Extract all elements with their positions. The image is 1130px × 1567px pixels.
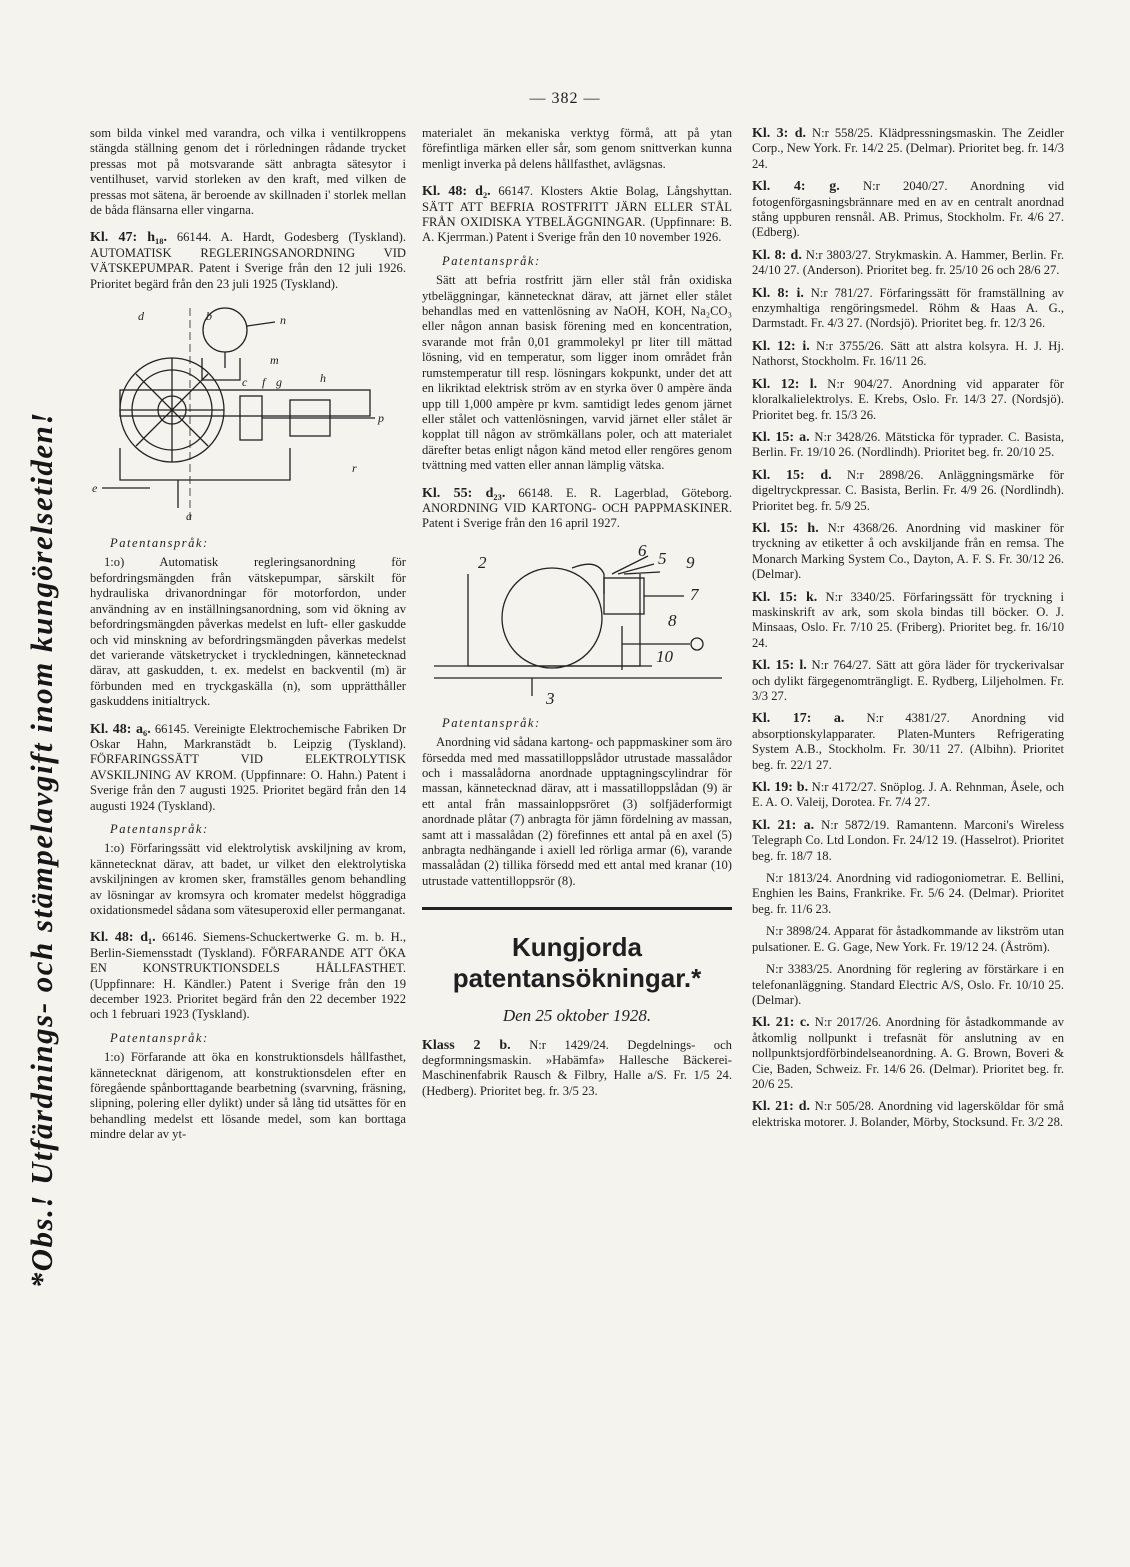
entry-class: Kl. 15: d. bbox=[752, 467, 832, 483]
entry-text: 66146. Siemens-Schuckertwerke G. m. b. H., Berlin-Siemensstadt (Tyskland). FÖRFARANDE ATT ÖKA EN KONSTRUKTIONSDELS HÅLLFASTHET. (Uppfinnare: H. Kändler.) Patent i Sverige från den 19 december 1923. Prioritet begärd från den 22 december 1922 och 1 februari 1923 (Tyskland). bbox=[90, 930, 406, 1022]
entry-class: Kl. 55: d₂₃. bbox=[422, 485, 506, 501]
entry-class: Klass 2 b. bbox=[422, 1037, 511, 1053]
entry-text: N:r 3340/25. Förfaringssätt för tryckning i maskinskrift av ark, som skola bindas till böcker. O. J. Minsaas, Oslo. Fr. 7/10 25. (Friberg). Prioritet beg. fr. 16/10 24. bbox=[752, 589, 1064, 650]
claims-label: Patentanspråk: bbox=[110, 1030, 209, 1045]
entry-text: N:r 3898/24. Apparat för åstadkommande av likström utan pulsationer. E. G. Gage, New York. Fr. 19/12 24. (Åström). bbox=[752, 924, 1064, 954]
patent-entry bbox=[90, 930, 406, 1022]
application-entry bbox=[752, 590, 1064, 652]
application-entry bbox=[752, 126, 1064, 172]
figure-label: c bbox=[242, 375, 248, 390]
entry-class: Kl. 21: c. bbox=[752, 1015, 810, 1031]
patent-entry bbox=[90, 230, 406, 292]
patent-entry bbox=[90, 722, 406, 814]
entry-class: Kl. 15: k. bbox=[752, 589, 818, 605]
application-entry bbox=[752, 339, 1064, 370]
application-entry bbox=[422, 1038, 732, 1100]
claim-text: 1:o) Automatisk regleringsanordning för befordringsmängden från vätskepumpar, särskilt för hydrauliska drivanordningar för motorfordon, under användning av en inställningsanordning, som vid ökning av befordringsmängden påverkas medelst en luft- eller gaskudde och vid minskning av befordringsmängden påverkas medelst det varierande vätsketrycket i tryckledningen, kännetecknad därav, att gaskudden, t. ex. medelst en backventil (m) är förbunden med en tryckgaskälla (n), som upprätthåller gaskuddens initialtryck. bbox=[90, 555, 406, 709]
claim-text: 1:o) Förfarande att öka en konstruktionsdels hållfasthet, kännetecknat därigenom, att konstruktionsdelen efter en föregående spånborttagande bearbetning (svarvning, fräsning, slipning, polering eller dylikt) under så lång tid utsättes för en behandling medelst ett lösande medel, som kan borttaga mindre delar av yt- bbox=[90, 1050, 406, 1142]
figure-label: r bbox=[352, 461, 357, 476]
figure-pump-regulator bbox=[90, 298, 406, 528]
entry-class: Kl. 17: a. bbox=[752, 711, 845, 727]
claims-label: Patentanspråk: bbox=[110, 536, 209, 551]
figure-label: 7 bbox=[690, 584, 699, 604]
patent-entry bbox=[422, 184, 732, 246]
entry-text: N:r 781/27. Förfaringssätt för framställning av enzymhaltiga rengöringsmedel. Röhm & Haas A. G., Darmstadt. Fr. 4/3 27. (Nordsjö). Prioritet beg. fr. 12/3 26. bbox=[752, 285, 1064, 331]
claims-label: Patentanspråk: bbox=[110, 821, 209, 836]
column-1 bbox=[90, 126, 406, 1149]
paragraph: som bilda vinkel med varandra, och vilka i ventilkroppens stängda ställning genom det i rörledningen rådande trycket pressas mot på motsvarande sätt anbragta sätesytor i ventilhuset, varvid storleken av den kraft, med vilken de pressas mot sätena, är beroende av skillnaden i' storlek mellan de båda flänsarna eller vingarna. bbox=[90, 126, 406, 218]
entry-text: N:r 4368/26. Anordning vid maskiner för tryckning av etiketter å och avskiljande från en remsa. The Monarch Marking System Co., Dayton, A. F. S. Fr. 30/12 26. (Delmar). bbox=[752, 520, 1065, 582]
figure-label: 6 bbox=[638, 540, 647, 560]
application-entry bbox=[752, 377, 1064, 423]
entry-text: N:r 1813/24. Anordning vid radiogoniometrar. E. Bellini, Enghien les Bains, Frankrike. Fr. 5/6 24. (Delmar). Prioritet beg. fr. 11/6 23. bbox=[752, 871, 1064, 916]
application-entry bbox=[752, 780, 1064, 811]
claims-label: Patentanspråk: bbox=[442, 715, 541, 730]
entry-text: N:r 2017/26. Anordning för åstadkommande av åtkomlig nollpunkt i trefasnät för anslutning av en nollpunktsjordförbindelseanordning. A. G. Brown, Boveri & Cie, Baden, Schweiz. Fr. 14/6 26. (Delmar). Prioritet beg. fr. 20/6 25. bbox=[752, 1015, 1065, 1091]
entry-class: Kl. 8: d. bbox=[752, 247, 802, 263]
application-entry bbox=[752, 286, 1064, 332]
entry-text: N:r 4172/27. Snöplog. J. A. Rehnman, Åsele, och E. A. O. Valeij, Dorotea. Fr. 7/4 27. bbox=[752, 780, 1064, 810]
entry-class: Kl. 15: l. bbox=[752, 658, 807, 674]
section-divider bbox=[422, 907, 732, 910]
figure-label: 10 bbox=[656, 646, 673, 666]
claims-label: Patentanspråk: bbox=[442, 253, 541, 268]
figure-label: a bbox=[186, 509, 192, 524]
application-entry bbox=[752, 818, 1064, 864]
figure-label: f bbox=[262, 375, 266, 390]
application-entry bbox=[752, 248, 1064, 279]
claim-text: Anordning vid sådana kartong- och pappmaskiner som äro försedda med med massatilloppslådor utrustade massalådor och i massalådorna anordnade upptagningscylindrar för massan, kännetecknad därav, att i massatilloppslådan (9) är ett antal från massainloppsröret (3) solfjäderformigt anordnade plåtar (7) anbragta för jämn fördelning av massan, samt att i massalådan (2) förefinnes ett antal på en axel (5) anbragta nedhängande i axiell led rörliga armar (6), varande massalådan (2) tillika försedd med ett antal med kranar (10) utrustade vattentilloppsrör (8). bbox=[422, 735, 732, 888]
claim-text: 1:o) Förfaringssätt vid elektrolytisk avskiljning av krom, kännetecknat därav, att badet, ur vilket den elektrolytiska avskiljningen av kromen sker, framställes genom behandling av lösningar av kromsyra och kromater medelst höggradiga oxidationsmedel sådana som vätesuperoxid eller permanganat. bbox=[90, 841, 406, 917]
entry-text: N:r 3755/26. Sätt att alstra kolsyra. H. J. Hj. Nathorst, Stockholm. Fr. 16/11 26. bbox=[752, 338, 1064, 369]
application-entry bbox=[752, 924, 1064, 955]
entry-text: N:r 3428/26. Mätsticka för typrader. C. Basista, Berlin. Fr. 19/10 26. (Nordlindh). Prioritet beg. fr. 20/10 25. bbox=[752, 429, 1064, 460]
figure-label: 8 bbox=[668, 610, 677, 630]
entry-text: N:r 1429/24. Degdelnings- och degformningsmaskin. »Habämfa» Hallesche Bäckerei-Maschinenfabrik Rausch & Filbry, Halle a/S. Fr. 1/5 24. (Hedberg). Prioritet beg. fr. 3/5 23. bbox=[422, 1037, 732, 1098]
figure-label: e bbox=[92, 481, 98, 496]
application-entry bbox=[752, 871, 1064, 917]
figure-label: g bbox=[276, 375, 282, 390]
entry-class: Kl. 21: d. bbox=[752, 1099, 811, 1115]
entry-text: N:r 505/28. Anordning vid lagersköldar för små elektriska motorer. J. Bolander, Mörby, Stocksund. Fr. 3/2 28. bbox=[752, 1099, 1065, 1129]
entry-text: N:r 3383/25. Anordning för reglering av förstärkare i en telefonanläggning. Standard Electric A/S, Oslo. Fr. 10/10 25. (Delmar). bbox=[752, 962, 1064, 1007]
entry-class: Kl. 19: b. bbox=[752, 780, 809, 796]
entry-class: Kl. 3: d. bbox=[752, 126, 806, 141]
figure-cardboard-machine bbox=[422, 538, 732, 708]
figure-label: p bbox=[378, 411, 384, 426]
application-entry bbox=[752, 962, 1064, 1008]
entry-class: Kl. 21: a. bbox=[752, 817, 815, 833]
figure-label: h bbox=[320, 371, 326, 386]
application-entry bbox=[752, 468, 1064, 514]
application-entry bbox=[752, 658, 1064, 704]
entry-class: Kl. 12: l. bbox=[752, 376, 818, 392]
entry-text: N:r 558/25. Klädpressningsmaskin. The Zeidler Corp., New York. Fr. 14/2 25. (Delmar). Prioritet beg. fr. 14/3 24. bbox=[752, 126, 1064, 171]
paragraph: materialet än mekaniska verktyg förmå, att på ytan förefintliga märken eller sår, som genom snittverkan kunna menligt inverka på delens hållfasthet, avlägsnas. bbox=[422, 126, 732, 171]
figure-label: 2 bbox=[478, 552, 487, 572]
entry-text: N:r 2040/27. Anordning vid fotogenförgasningsbrännare med en av en centralt anordnad stång uppburen rensnål. AB. Primus, Stockholm. Fr. 4/6 27. (Edberg). bbox=[752, 179, 1064, 240]
entry-class: Kl. 15: h. bbox=[752, 520, 819, 536]
entry-class: Kl. 47: h₁₈. bbox=[90, 230, 167, 246]
entry-text: N:r 904/27. Anordning vid apparater för kloralkalielektrolys. E. Krebs, Oslo. Fr. 14/3 27. (Nordsjö). Prioritet beg. fr. 15/3 26. bbox=[752, 376, 1064, 422]
application-entry bbox=[752, 521, 1064, 583]
claim-text: Sätt att befria rostfritt järn eller stål från oxidiska ytbeläggningar, kännetecknat därav, att järnet eller stålet behandlas med en vattenlösning av NaOH, KOH, Na₂CO₃ eller någon annan basisk förening med en koncentration, svarande mot från 0,01 grammolekyl pr liter till mättad lösning, vid en temperatur, som ligger inom området från rumstemperatur till resp. lösningars kokpunkt, under det att en likriktad elektrisk ström av en styrka över 0 ampère ända upp till 1,000 ampère pr kvm. samtidigt ledes genom järnet eller stålet och vattenlösningen, varvid järnet eller stålet är kopplat till någon av strömkällans poler, och att materialet därefter betas enligt någon känd metod eller rengöres genom tvättning med vatten eller annan lämplig vätska. bbox=[422, 273, 732, 473]
application-entry bbox=[752, 179, 1064, 241]
application-entry bbox=[752, 711, 1064, 773]
figure-label: 9 bbox=[686, 552, 695, 572]
column-3 bbox=[752, 126, 1064, 1137]
column-2 bbox=[422, 126, 732, 1105]
section-date: Den 25 oktober 1928. bbox=[502, 1006, 652, 1026]
side-banner bbox=[8, 290, 76, 1410]
figure-label: m bbox=[270, 353, 279, 368]
section-title: Kungjorda patentansökningar.* bbox=[452, 932, 702, 994]
entry-class: Kl. 12: i. bbox=[752, 338, 810, 354]
entry-class: Kl. 48: d₂. bbox=[422, 184, 491, 200]
entry-class: Kl. 15: a. bbox=[752, 429, 810, 445]
application-entry bbox=[752, 1015, 1064, 1092]
figure-label: n bbox=[280, 313, 286, 328]
entry-class: Kl. 8: i. bbox=[752, 285, 804, 301]
entry-text: N:r 764/27. Sätt att göra läder för tryckerivalsar och dylikt färgegenomträngligt. E. Rydberg, Liljeholmen. Fr. 3/3 27. bbox=[752, 658, 1064, 703]
entry-text: 66148. E. R. Lagerblad, Göteborg. ANORDNING VID KARTONG- OCH PAPPMASKINER. Patent i Sverige från den 16 april 1927. bbox=[422, 485, 733, 531]
entry-text: 66144. A. Hardt, Godesberg (Tyskland). AUTOMATISK REGLERINGSANORDNING VID VÄTSKEPUMPAR. Patent i Sverige från den 12 juli 1926. Prioritet begärd från den 23 juli 1925 (Tyskland). bbox=[90, 230, 406, 291]
page-number: — 382 — bbox=[529, 90, 601, 107]
entry-text: 66145. Vereinigte Elektrochemische Fabriken Dr Oskar Hahn, Markranstädt b. Leipzig (Tyskland). FÖRFARINGSSÄTT VID ELEKTROLYTISK AVSKILJNING AV KROM. (Uppfinnare: O. Hahn.) Patent i Sverige från den 7 augusti 1925. Prioritet begärd från den 14 augusti 1924 (Tyskland). bbox=[90, 721, 407, 813]
figure-label: 3 bbox=[546, 688, 555, 708]
entry-class: Kl. 48: d₁. bbox=[90, 930, 156, 946]
application-entry bbox=[752, 1099, 1064, 1130]
figure-label: d bbox=[138, 309, 144, 324]
entry-class: Kl. 4: g. bbox=[752, 179, 840, 195]
patent-entry bbox=[422, 486, 732, 532]
entry-text: N:r 2898/26. Anläggningsmärke för digeltryckpressar. C. Basista, Berlin. Fr. 4/9 26. (Nordlindh). Prioritet beg. fr. 5/9 25. bbox=[752, 467, 1064, 513]
side-banner-text: *Obs.! Utfärdnings- och stämpelavgift inom kungörelsetiden! bbox=[24, 411, 59, 1289]
entry-text: N:r 5872/19. Ramantenn. Marconi's Wireless Telegraph Co. Ltd London. Fr. 24/12 19. (Hasselrot). Prioritet beg. fr. 18/7 18. bbox=[752, 817, 1064, 863]
entry-text: N:r 3803/27. Strykmaskin. A. Hammer, Berlin. Fr. 24/10 27. (Anderson). Prioritet beg. fr. 25/10 26 och 28/6 27. bbox=[752, 247, 1064, 278]
entry-text: 66147. Klosters Aktie Bolag, Långshyttan. SÄTT ATT BEFRIA ROSTFRITT JÄRN ELLER STÅL FRÅN OXIDISKA YTBELÄGGNINGAR. (Uppfinnare: B. A. Kjerrman.) Patent i Sverige från den 10 november 1926. bbox=[422, 184, 732, 245]
entry-class: Kl. 48: a₆. bbox=[90, 721, 151, 737]
figure-label: b bbox=[206, 309, 212, 324]
entry-text: N:r 4381/27. Anordning vid absorptionskylapparater. Platen-Munters Refrigerating System A.B., Stockholm. Fr. 30/11 27. (Albihn). Prioritet beg. fr. 22/1 27. bbox=[752, 711, 1064, 772]
figure-label: 5 bbox=[658, 548, 667, 568]
application-entry bbox=[752, 430, 1064, 461]
